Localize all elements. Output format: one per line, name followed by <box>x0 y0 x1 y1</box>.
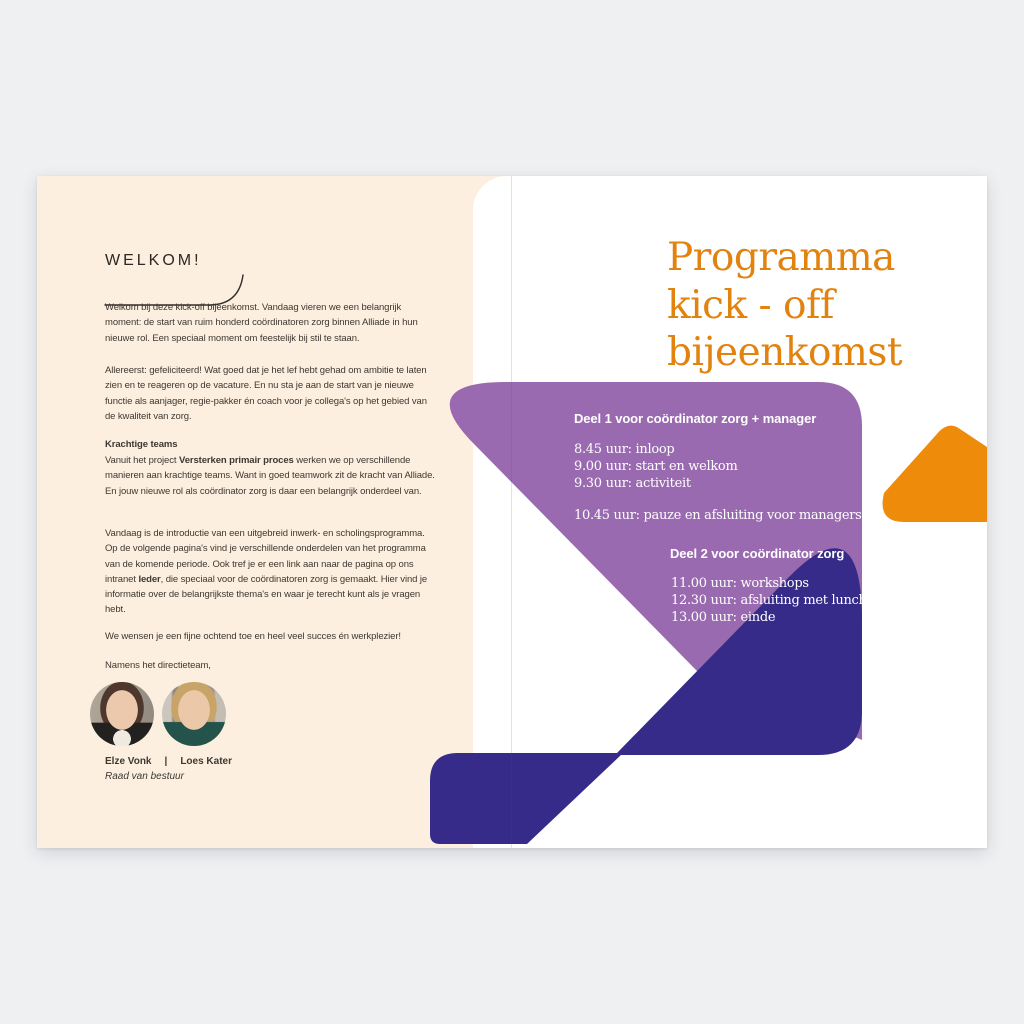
intro-paragraph-2: Allereerst: gefeliciteerd! Wat goed dat je het lef hebt gehad om ambitie te laten zien en te reageren op de vacature. En nu sta je aan de start van je nieuwe functie als aanjager, regie-pakker én coach voor je collega's op het gebied van de kwaliteit van zorg. <box>105 365 427 422</box>
p4-text-before: Vandaag is de introductie van een uitgebreid inwerk- en scholingsprogramma. Op de volgende pagina's vind je verschillende onderdelen van het programma van de komende periode. Ook tref je er een link aan naar de pagina op ons intranet <box>105 528 426 585</box>
portrait-loes-kater <box>162 682 226 746</box>
wishes-paragraph: We wensen je een fijne ochtend toe en heel veel succes én werkplezier! <box>105 631 401 642</box>
welcome-heading: WELKOM! <box>105 252 202 269</box>
p3-text-after: werken we op verschillende manieren aan krachtige teams. Want in goed teamwork zit de kracht van Alliade. En jouw nieuwe rol als coördinator zorg is daar een belangrijk onderdeel van. <box>105 455 435 497</box>
p3-text-before: Vanuit het project <box>105 455 179 466</box>
deel2-heading: Deel 2 voor coördinator zorg <box>670 546 845 561</box>
intro-paragraph-1: Welkom bij deze kick-off bijeenkomst. Vandaag vieren we een belangrijk moment: de start van ruim honderd coördinatoren zorg binnen Alliade in hun nieuwe rol. Een speciaal moment om feestelijk bij stil te staan. <box>105 302 418 344</box>
p3-bold-project-name: Versterken primair proces <box>178 455 294 466</box>
brochure-spread <box>37 176 987 848</box>
signature-role: Raad van bestuur <box>105 771 184 782</box>
schedule-item: 9.00 uur: start en welkom <box>574 459 738 474</box>
title-line-3: bijeenkomst <box>667 330 903 375</box>
signature-names <box>105 756 232 767</box>
p4-text-after: , die speciaal voor de coördinatoren zorg is gemaakt. Hier vind je informatie over de belangrijkste thema's en waar je terecht kunt als je vragen hebt. <box>105 573 428 616</box>
name-separator: | <box>164 756 168 767</box>
schedule-item: 13.00 uur: einde <box>671 610 776 625</box>
p4-bold-intranet-name: Ieder <box>138 573 161 585</box>
portrait-elze-vonk <box>90 682 154 746</box>
schedule-item: 8.45 uur: inloop <box>574 442 675 457</box>
orange-triangle-shape <box>883 426 987 522</box>
title-line-2: kick - off <box>667 282 834 328</box>
schedule-item: 12.30 uur: afsluiting met lunch <box>671 593 867 608</box>
schedule-item: 9.30 uur: activiteit <box>574 476 691 491</box>
name-loes-kater: Loes Kater <box>180 756 232 767</box>
deel1-late-item: 10.45 uur: pauze en afsluiting voor managers <box>574 508 862 523</box>
fold-line <box>511 176 512 848</box>
krachtige-teams-heading: Krachtige teams <box>105 439 178 450</box>
signoff-paragraph: Namens het directieteam, <box>105 660 211 671</box>
program-title <box>667 234 902 377</box>
schedule-item: 11.00 uur: workshops <box>671 576 809 591</box>
title-line-1: Programma <box>667 235 895 280</box>
introduction-paragraph <box>105 526 439 618</box>
krachtige-teams-paragraph <box>105 453 439 499</box>
name-elze-vonk: Elze Vonk <box>105 756 152 767</box>
deel1-schedule <box>574 441 737 492</box>
deel2-schedule <box>671 575 867 626</box>
deel1-heading: Deel 1 voor coördinator zorg + manager <box>574 411 817 426</box>
